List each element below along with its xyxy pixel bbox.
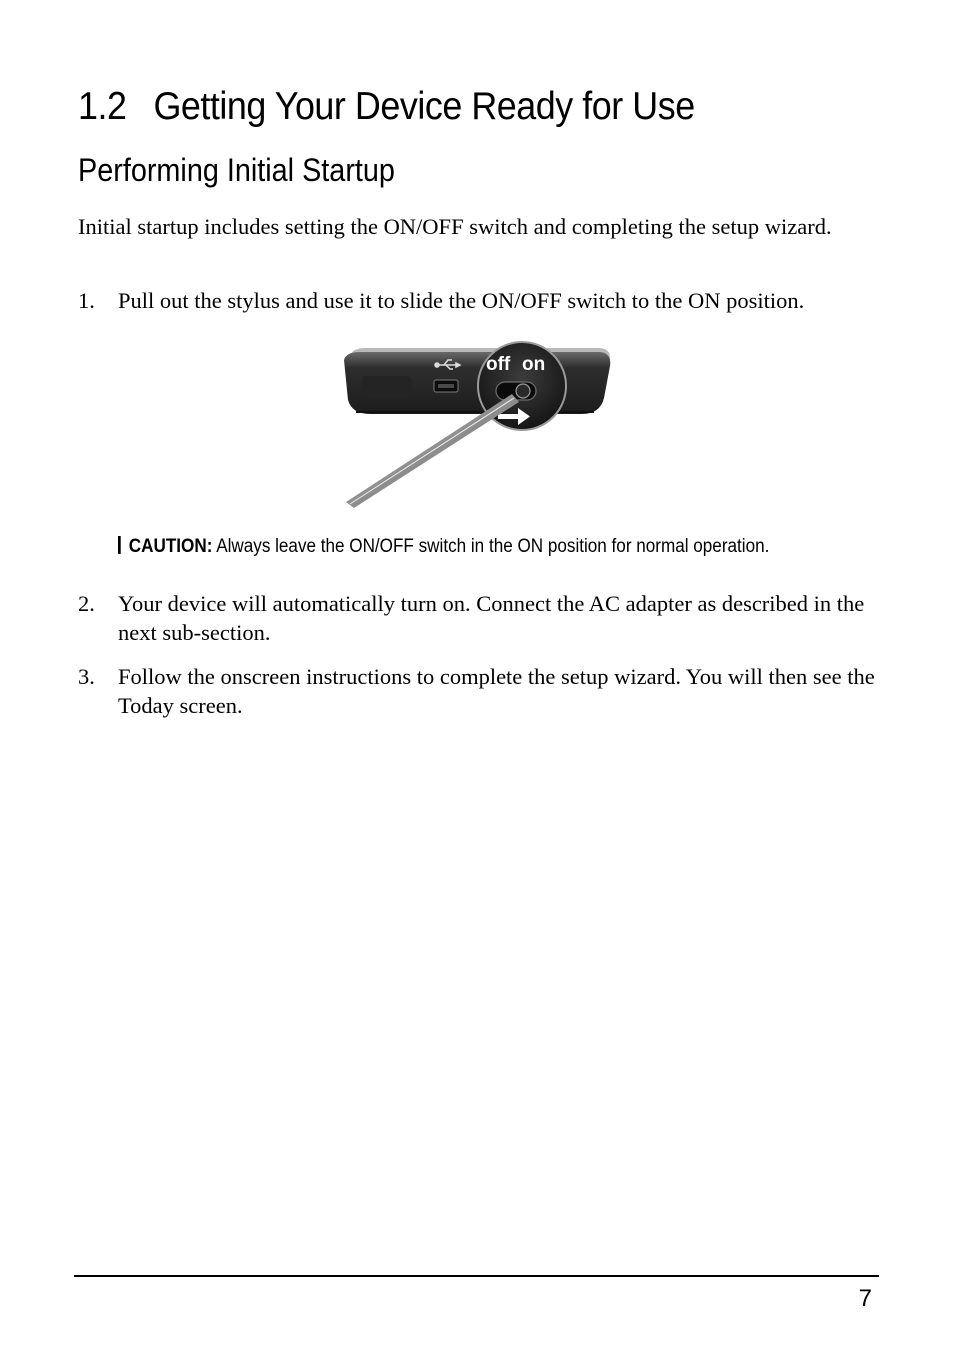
intro-paragraph: Initial startup includes setting the ON/OFF switch and completing the setup wizard. (78, 214, 832, 239)
switch-on-label: on (522, 354, 546, 375)
section-title: Getting Your Device Ready for Use (153, 85, 695, 128)
step-number: 3. (78, 664, 95, 689)
subsection-heading: Performing Initial Startup (78, 152, 395, 188)
caution-bar (118, 536, 121, 554)
step-text: Your device will automatically turn on. Connect the AC adapter as described in the next sub-section. (118, 591, 865, 645)
device-switch-drawing (336, 336, 616, 508)
usb-port-pins (438, 384, 454, 388)
switch-off-label: off (486, 354, 511, 375)
footer-rule (74, 1275, 879, 1277)
step-text: Follow the onscreen instructions to complete the setup wizard. You will then see the Today screen. (118, 664, 875, 718)
step-text: Pull out the stylus and use it to slide the ON/OFF switch to the ON position. (118, 288, 805, 313)
caution-note (118, 534, 769, 560)
step-number: 1. (78, 288, 95, 313)
caution-label: CAUTION: (128, 536, 213, 557)
section-number: 1.2 (78, 85, 127, 128)
device-recess (362, 376, 412, 398)
caution-text: Always leave the ON/OFF switch in the ON position for normal operation. (216, 536, 770, 557)
step-1 (78, 286, 878, 315)
section-heading (78, 82, 695, 132)
step-number: 2. (78, 591, 95, 616)
switch-knob (516, 384, 530, 398)
step-3 (78, 662, 878, 720)
page-number: 7 (858, 1285, 872, 1312)
step-2 (78, 589, 878, 647)
device-switch-illustration (336, 336, 616, 508)
